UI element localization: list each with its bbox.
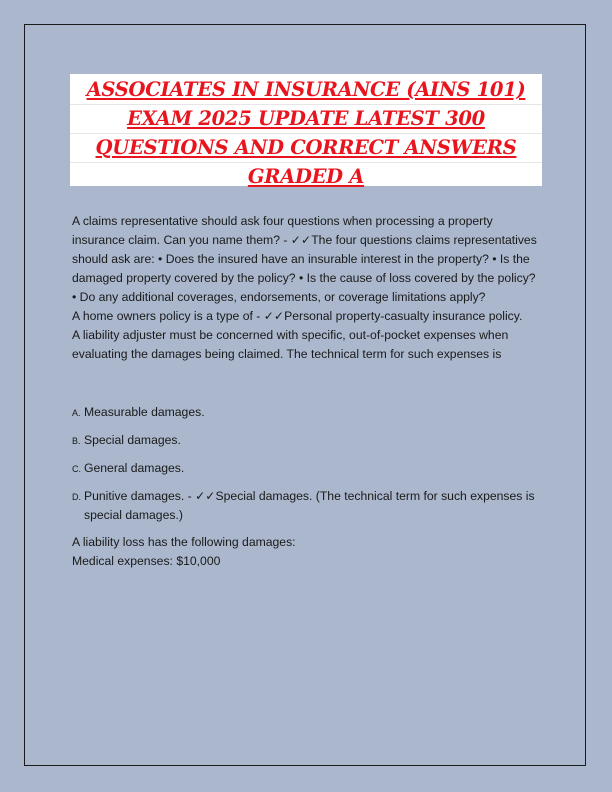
answer-options	[72, 403, 540, 525]
option-text: Measurable damages.	[84, 405, 205, 419]
question-4: A liability loss has the following damages:	[72, 535, 296, 549]
question-4-detail: Medical expenses: $10,000	[72, 554, 221, 568]
title-line: QUESTIONS AND CORRECT ANSWERS	[70, 134, 542, 163]
question-3: A liability adjuster must be concerned with specific, out-of-pocket expenses when evaluating the damages being claimed. The technical term for such expenses is	[72, 328, 509, 361]
title-line: ASSOCIATES IN INSURANCE (AINS 101)	[70, 76, 542, 105]
option-c	[72, 459, 540, 479]
option-letter: D.	[72, 492, 81, 502]
option-text: General damages.	[84, 461, 185, 475]
option-letter: A.	[72, 408, 81, 418]
option-letter: B.	[72, 436, 81, 446]
document-body	[72, 212, 540, 571]
question-1: A claims representative should ask four questions when processing a property insurance claim. Can you name them? - ✓✓The four questions claims representatives should ask are: • Does the insured have an insurable interest in the property? • Is the damaged property covered by the policy? • Is the cause of loss covered by the policy? • Do any additional coverages, endorsements, or coverage limitations apply?	[72, 214, 537, 304]
title-line: EXAM 2025 UPDATE LATEST 300	[70, 105, 542, 134]
document-title	[70, 74, 542, 186]
question-2: A home owners policy is a type of - ✓✓Personal property-casualty insurance policy.	[72, 309, 523, 323]
option-letter: C.	[72, 464, 81, 474]
option-text: Special damages.	[84, 433, 181, 447]
option-text: Punitive damages. - ✓✓Special damages. (The technical term for such expenses is special damages.)	[84, 489, 535, 522]
option-a	[72, 403, 540, 423]
title-line: GRADED A	[247, 165, 365, 188]
option-d	[72, 487, 540, 525]
option-b	[72, 431, 540, 451]
